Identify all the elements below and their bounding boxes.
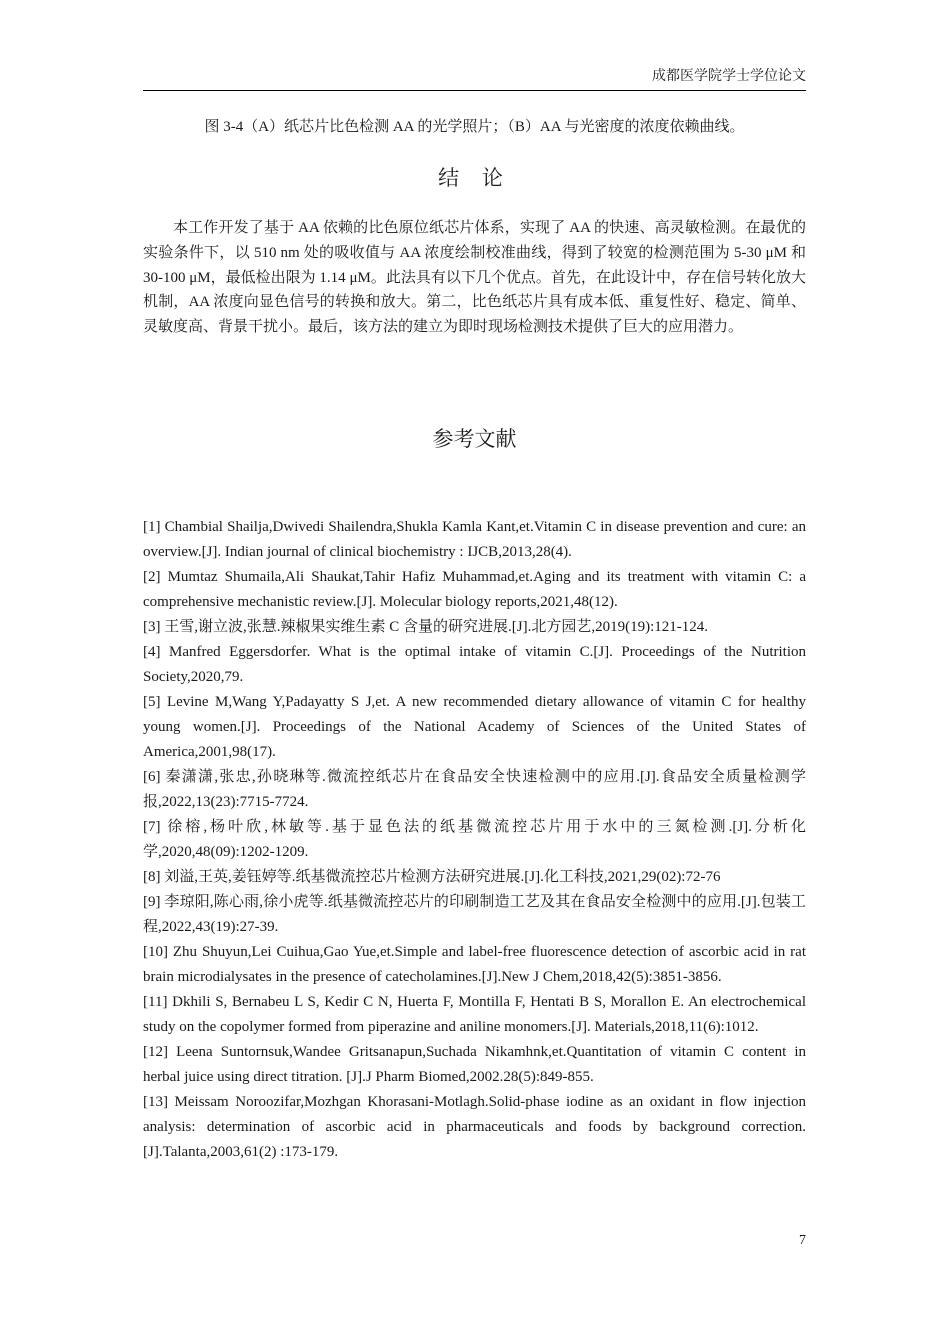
running-title: 成都医学院学士学位论文 — [652, 69, 806, 84]
reference-item-11: [11] Dkhili S, Bernabeu L S, Kedir C N, Huerta F, Montilla F, Hentati B S, Morallon E. An electrochemical study on the copolymer formed from piperazine and aniline monomers.[J]. Materials,2018,11(6):1012. — [143, 994, 806, 1035]
reference-item-3: [3] 王雪,谢立波,张慧.辣椒果实维生素 C 含量的研究进展.[J].北方园艺,2019(19):121-124. — [143, 619, 708, 635]
reference-item-9: [9] 李琼阳,陈心雨,徐小虎等.纸基微流控芯片的印刷制造工艺及其在食品安全检测中的应用.[J].包装工程,2022,43(19):27-39. — [143, 894, 806, 935]
reference-item-10: [10] Zhu Shuyun,Lei Cuihua,Gao Yue,et.Simple and label-free fluorescence detection of ascorbic acid in rat brain microdialysates in the presence of catecholamines.[J].New J Chem,2018,42(5):3851-3856. — [143, 944, 806, 985]
reference-item-6: [6] 秦潇潇,张忠,孙晓琳等.微流控纸芯片在食品安全快速检测中的应用.[J].食品安全质量检测学报,2022,13(23):7715-7724. — [143, 769, 806, 810]
figure-caption: 图 3-4（A）纸芯片比色检测 AA 的光学照片；（B）AA 与光密度的浓度依赖曲线。 — [204, 119, 745, 135]
reference-item-4: [4] Manfred Eggersdorfer. What is the optimal intake of vitamin C.[J]. Proceedings of the Nutrition Society,2020,79. — [143, 644, 806, 685]
reference-item-1: [1] Chambial Shailja,Dwivedi Shailendra,Shukla Kamla Kant,et.Vitamin C in disease prevention and cure: an overview.[J]. Indian journal of clinical biochemistry : IJCB,2013,28(4). — [143, 519, 806, 560]
reference-item-7: [7] 徐榕,杨叶欣,林敏等.基于显色法的纸基微流控芯片用于水中的三氮检测.[J].分析化学,2020,48(09):1202-1209. — [143, 819, 806, 860]
reference-item-2: [2] Mumtaz Shumaila,Ali Shaukat,Tahir Hafiz Muhammad,et.Aging and its treatment with vitamin C: a comprehensive mechanistic review.[J]. Molecular biology reports,2021,48(12). — [143, 569, 806, 610]
reference-item-5: [5] Levine M,Wang Y,Padayatty S J,et. A new recommended dietary allowance of vitamin C for healthy young women.[J]. Proceedings of the National Academy of Sciences of the United States of America,2001,98(17). — [143, 694, 806, 760]
conclusion-paragraph: 本工作开发了基于 AA 依赖的比色原位纸芯片体系，实现了 AA 的快速、高灵敏检测。在最优的实验条件下，以 510 nm 处的吸收值与 AA 浓度绘制校准曲线，得到了较宽的检测范围为 5-30 μM 和 30-100 μM，最低检出限为 1.14 μM。此法具有以下几个优点。首先，在此设计中，存在信号转化放大机制，AA 浓度向显色信号的转换和放大。第二，比色纸芯片具有成本低、重复性好、稳定、简单、灵敏度高、背景干扰小。最后，该方法的建立为即时现场检测技术提供了巨大的应用潜力。 — [143, 220, 806, 336]
reference-item-8: [8] 刘溢,王英,姜钰婷等.纸基微流控芯片检测方法研究进展.[J].化工科技,2021,29(02):72-76 — [143, 869, 721, 885]
running-header — [143, 68, 806, 91]
page-number: 7 — [799, 1233, 806, 1248]
reference-list — [143, 515, 806, 1165]
reference-item-12: [12] Leena Suntornsuk,Wandee Gritsanapun,Suchada Nikamhnk,et.Quantitation of vitamin C content in herbal juice using direct titration. [J].J Pharm Biomed,2002.28(5):849-855. — [143, 1044, 806, 1085]
conclusion-heading: 结 论 — [438, 166, 511, 190]
reference-item-13: [13] Meissam Noroozifar,Mozhgan Khorasani-Motlagh.Solid-phase iodine as an oxidant in flow injection analysis: determination of ascorbic acid in pharmaceuticals and foods by background correction. [J].Talanta,2003,61(2) :173-179. — [143, 1094, 806, 1160]
references-heading: 参考文献 — [432, 427, 517, 451]
